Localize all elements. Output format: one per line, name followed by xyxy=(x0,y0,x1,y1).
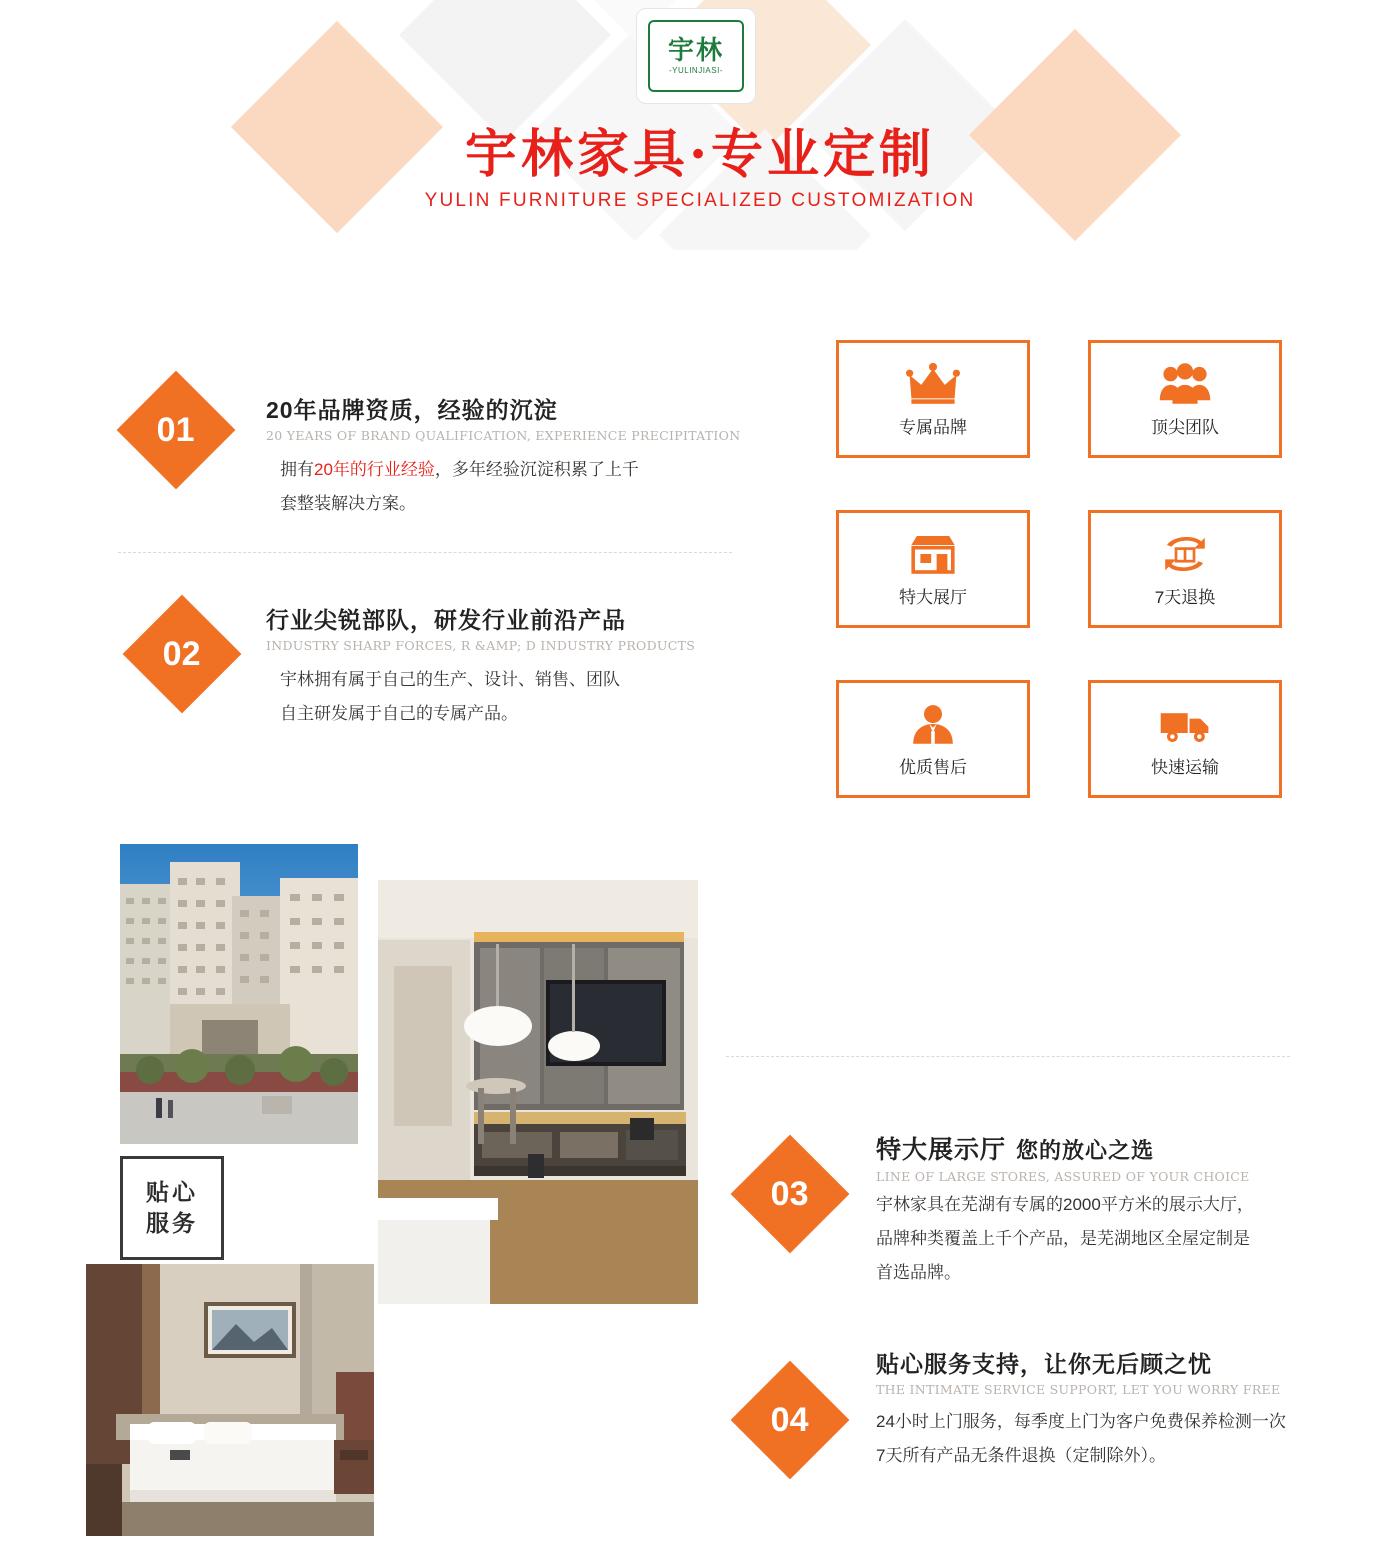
block-03-body-line3: 首选品牌。 xyxy=(876,1263,961,1282)
store-icon xyxy=(906,531,960,577)
block-divider-left xyxy=(118,552,732,553)
return-icon xyxy=(1158,531,1212,577)
block-03-body xyxy=(876,1188,1396,1290)
crown-icon xyxy=(906,361,960,407)
feature-cell-return[interactable] xyxy=(1088,510,1282,628)
feature-cell-brand[interactable] xyxy=(836,340,1030,458)
block-04-title: 贴心服务支持，让你无后顾之忧 xyxy=(876,1351,1212,1377)
number-badge-02 xyxy=(123,595,242,714)
block-divider-right xyxy=(726,1056,1290,1057)
service-badge-line2: 服务 xyxy=(146,1210,198,1236)
block-02-title: 行业尖锐部队，研发行业前沿产品 xyxy=(266,607,626,633)
feature-label-showroom: 特大展厅 xyxy=(899,587,967,607)
block-03-title: 特大展示厅 xyxy=(876,1136,1007,1164)
number-badge-03-label: 03 xyxy=(771,1174,809,1213)
feature-cell-showroom[interactable] xyxy=(836,510,1030,628)
block-02-text xyxy=(266,602,736,731)
block-04-body xyxy=(876,1405,1396,1473)
block-02-body-line2: 自主研发属于自己的专属产品。 xyxy=(280,704,518,723)
feature-label-return: 7天退换 xyxy=(1154,587,1216,607)
logo-chinese-text: 宇林 xyxy=(667,35,724,66)
feature-cell-aftersales[interactable] xyxy=(836,680,1030,798)
number-badge-04 xyxy=(731,1361,850,1480)
service-badge-line1: 贴心 xyxy=(146,1179,198,1205)
number-badge-01 xyxy=(117,371,236,490)
photo-building-image xyxy=(120,844,358,1144)
service-badge xyxy=(120,1156,224,1260)
block-03-body-line2: 品牌种类覆盖上千个产品，是芜湖地区全屋定制是 xyxy=(876,1229,1250,1248)
photo-living-room-image xyxy=(378,880,698,1304)
block-01-text xyxy=(266,392,741,521)
number-badge-01-label: 01 xyxy=(157,410,195,449)
page-subtitle: YULIN FURNITURE SPECIALIZED CUSTOMIZATION xyxy=(424,190,976,211)
photo-bedroom xyxy=(86,1264,374,1536)
block-04-body-line2: 7天所有产品无条件退换（定制除外）。 xyxy=(876,1446,1166,1465)
page-header xyxy=(0,0,1400,250)
feature-cell-shipping[interactable] xyxy=(1088,680,1282,798)
page-title: 宇林家具·专业定制 xyxy=(464,124,936,185)
feature-label-team: 顶尖团队 xyxy=(1151,417,1219,437)
block-03-title-row xyxy=(876,1130,1396,1166)
block-01-subtitle: 20 YEARS OF BRAND QUALIFICATION, EXPERIENCE PRECIPITATION xyxy=(266,428,741,443)
block-02-subtitle: INDUSTRY SHARP FORCES, R &AMP; D INDUSTRY PRODUCTS xyxy=(266,638,696,653)
photo-building xyxy=(120,844,358,1144)
number-badge-03 xyxy=(731,1135,850,1254)
feature-label-shipping: 快速运输 xyxy=(1151,757,1219,777)
brand-logo xyxy=(636,8,756,104)
block-04-text xyxy=(876,1346,1396,1473)
block-01-body xyxy=(266,453,736,521)
block-03-body-line1: 宇林家具在芜湖有专属的2000平方米的展示大厅， xyxy=(876,1195,1254,1214)
team-icon xyxy=(1158,361,1212,407)
block-02-body xyxy=(266,663,736,731)
block-01-body-pre: 拥有 xyxy=(280,460,314,479)
block-03-text xyxy=(876,1130,1396,1290)
truck-icon xyxy=(1158,701,1212,747)
block-04-body-line1: 24小时上门服务，每季度上门为客户免费保养检测一次 xyxy=(876,1412,1286,1431)
block-03-subtitle: LINE OF LARGE STORES, ASSURED OF YOUR CHOICE xyxy=(876,1169,1250,1184)
block-01-body-line2: 套整装解决方案。 xyxy=(280,494,416,513)
block-01-title: 20年品牌资质，经验的沉淀 xyxy=(266,397,558,423)
service-person-icon xyxy=(906,701,960,747)
number-badge-04-label: 04 xyxy=(771,1400,809,1439)
block-02-body-line1: 宇林拥有属于自己的生产、设计、销售、团队 xyxy=(280,670,620,689)
feature-label-brand: 专属品牌 xyxy=(899,417,967,437)
number-badge-02-label: 02 xyxy=(163,634,201,673)
logo-inner-frame xyxy=(648,20,744,92)
block-01-body-highlight: 20年的行业经验 xyxy=(314,460,435,479)
feature-cell-team[interactable] xyxy=(1088,340,1282,458)
block-01-body-post: ，多年经验沉淀积累了上千 xyxy=(434,460,639,479)
block-03-title-secondary: 您的放心之选 xyxy=(1016,1138,1155,1163)
block-04-subtitle: THE INTIMATE SERVICE SUPPORT, LET YOU WORRY FREE xyxy=(876,1382,1281,1397)
feature-label-aftersales: 优质售后 xyxy=(899,757,967,777)
photo-living-room xyxy=(378,880,698,1304)
photo-bedroom-image xyxy=(86,1264,374,1536)
logo-pinyin-text: -YULINJIASI- xyxy=(668,65,723,75)
